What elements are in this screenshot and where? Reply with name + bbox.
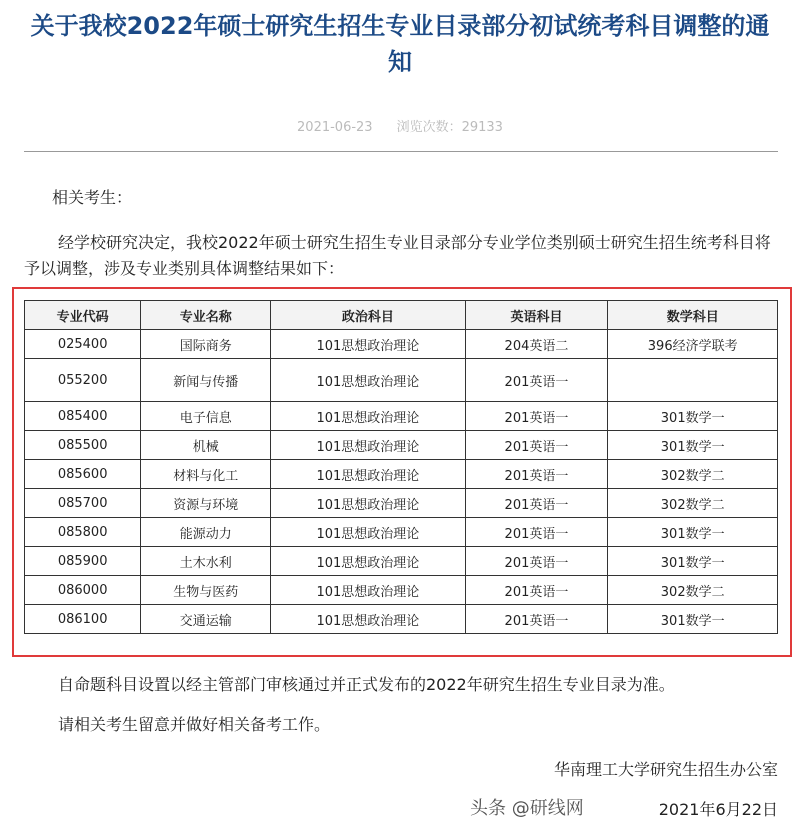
- table-cell: 301数学一: [608, 518, 778, 547]
- header-row: [25, 301, 778, 330]
- table-cell: 材料与化工: [141, 460, 271, 489]
- table-row: [25, 547, 778, 576]
- table-cell: 101思想政治理论: [271, 547, 465, 576]
- table-cell: 301数学一: [608, 547, 778, 576]
- table-cell: 201英语一: [465, 605, 608, 634]
- table-cell: 201英语一: [465, 576, 608, 605]
- page-title: 关于我校2022年硕士研究生招生专业目录部分初试统考科目调整的通知: [30, 12, 770, 76]
- table-cell: 301数学一: [608, 605, 778, 634]
- signature: 华南理工大学研究生招生办公室: [553, 760, 778, 779]
- table-cell: 交通运输: [141, 605, 271, 634]
- watermark: 头条 @研线网: [470, 798, 584, 819]
- column-header: 专业名称: [141, 301, 271, 330]
- table-cell: 086100: [25, 605, 141, 634]
- column-header: 数学科目: [608, 301, 778, 330]
- table-cell: 085500: [25, 431, 141, 460]
- table-cell: 机械: [141, 431, 271, 460]
- table-row: [25, 489, 778, 518]
- table-cell: 025400: [25, 330, 141, 359]
- note-paragraph: 自命题科目设置以经主管部门审核通过并正式发布的2022年研究生招生专业目录为准。: [58, 675, 675, 694]
- table-cell: 101思想政治理论: [271, 576, 465, 605]
- table-row: [25, 402, 778, 431]
- subjects-table: [24, 300, 778, 634]
- table-cell: 085700: [25, 489, 141, 518]
- table-cell: 101思想政治理论: [271, 489, 465, 518]
- table-cell: 201英语一: [465, 518, 608, 547]
- table-cell: 101思想政治理论: [271, 518, 465, 547]
- table-cell: 085800: [25, 518, 141, 547]
- table-cell: 301数学一: [608, 402, 778, 431]
- view-count: 浏览次数：29133: [396, 120, 503, 135]
- table-cell: 301数学一: [608, 431, 778, 460]
- table-cell: 201英语一: [465, 547, 608, 576]
- table-cell: 201英语一: [465, 359, 608, 402]
- table-row: [25, 359, 778, 402]
- table-cell: [608, 359, 778, 402]
- article-meta: [0, 116, 800, 135]
- table-cell: 资源与环境: [141, 489, 271, 518]
- table-cell: 101思想政治理论: [271, 359, 465, 402]
- table-cell: 201英语一: [465, 431, 608, 460]
- table-cell: 085600: [25, 460, 141, 489]
- table-cell: 101思想政治理论: [271, 330, 465, 359]
- column-header: 英语科目: [465, 301, 608, 330]
- table-row: [25, 431, 778, 460]
- table-cell: 302数学二: [608, 460, 778, 489]
- table-cell: 396经济学联考: [608, 330, 778, 359]
- sign-date: 2021年6月22日: [658, 800, 778, 819]
- table-cell: 204英语二: [465, 330, 608, 359]
- table-cell: 101思想政治理论: [271, 431, 465, 460]
- column-header: 政治科目: [271, 301, 465, 330]
- table-cell: 土木水利: [141, 547, 271, 576]
- table-row: [25, 330, 778, 359]
- table-row: [25, 460, 778, 489]
- table-cell: 085400: [25, 402, 141, 431]
- table-row: [25, 605, 778, 634]
- intro-paragraph: 经学校研究决定，我校2022年硕士研究生招生专业目录部分专业学位类别硕士研究生招生统考科目将予以调整，涉及专业类别具体调整结果如下：: [24, 233, 771, 278]
- table-cell: 201英语一: [465, 489, 608, 518]
- table-cell: 能源动力: [141, 518, 271, 547]
- table-cell: 101思想政治理论: [271, 605, 465, 634]
- publish-date: 2021-06-23: [297, 120, 373, 135]
- column-header: 专业代码: [25, 301, 141, 330]
- table-cell: 101思想政治理论: [271, 460, 465, 489]
- table-cell: 086000: [25, 576, 141, 605]
- closing-paragraph: 请相关考生留意并做好相关备考工作。: [58, 715, 331, 734]
- table-cell: 国际商务: [141, 330, 271, 359]
- table-cell: 201英语一: [465, 402, 608, 431]
- table-row: [25, 518, 778, 547]
- table-cell: 302数学二: [608, 576, 778, 605]
- divider: [24, 151, 778, 152]
- table-cell: 085900: [25, 547, 141, 576]
- table-cell: 生物与医药: [141, 576, 271, 605]
- table-cell: 302数学二: [608, 489, 778, 518]
- greeting: 相关考生：: [52, 188, 133, 207]
- table-cell: 055200: [25, 359, 141, 402]
- table-cell: 201英语一: [465, 460, 608, 489]
- table-cell: 电子信息: [141, 402, 271, 431]
- table-cell: 新闻与传播: [141, 359, 271, 402]
- table-cell: 101思想政治理论: [271, 402, 465, 431]
- table-row: [25, 576, 778, 605]
